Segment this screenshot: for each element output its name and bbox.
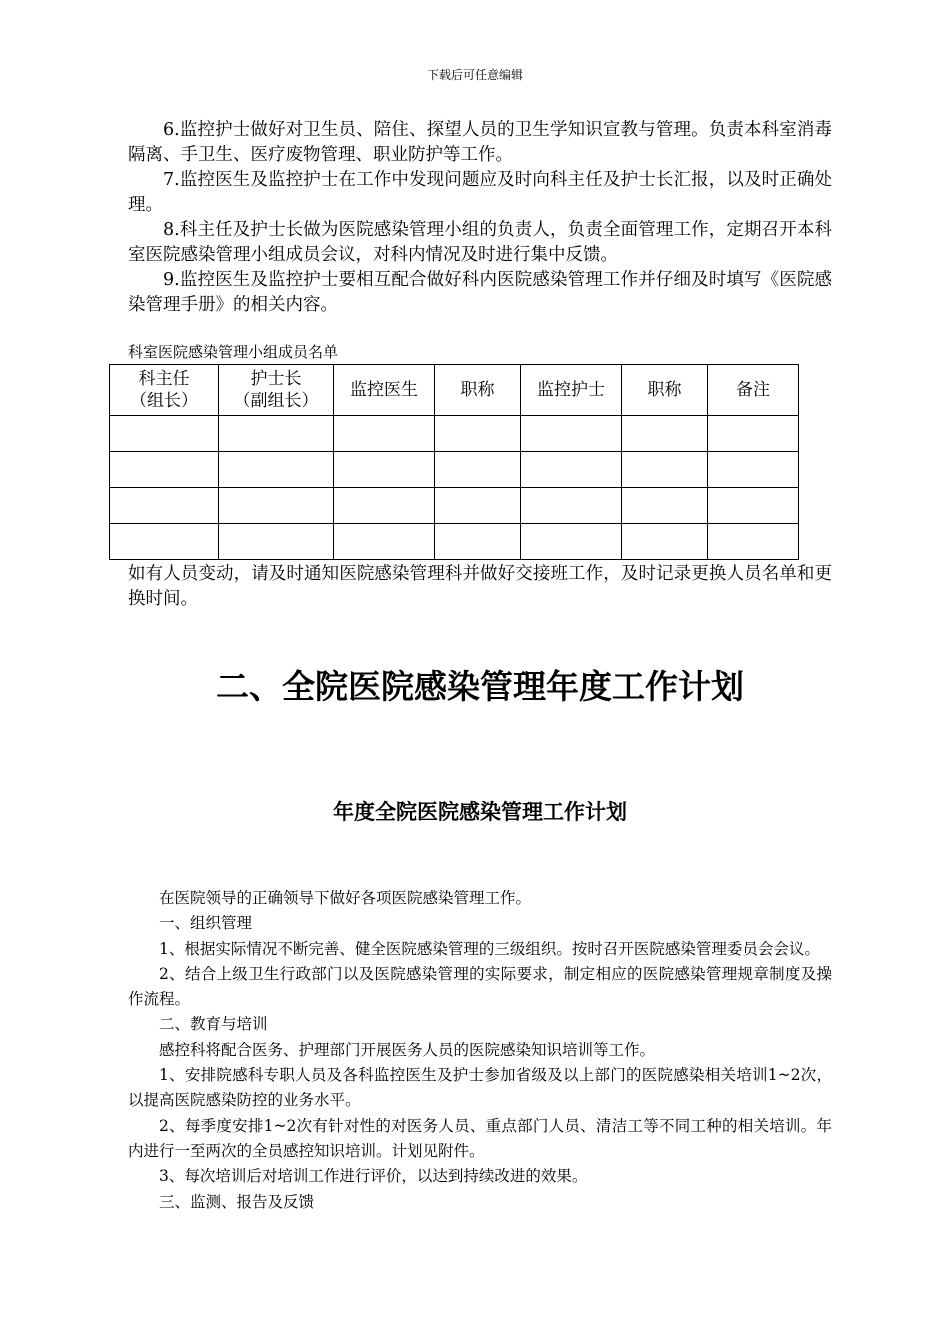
table-row: [110, 524, 799, 560]
members-table: [109, 364, 799, 560]
table-cell: [334, 416, 435, 452]
change-note: [128, 562, 832, 612]
table-cell: [219, 488, 334, 524]
table-cell: [110, 416, 219, 452]
table-cell: [622, 524, 708, 560]
section-title: 二、全院医院感染管理年度工作计划: [216, 667, 744, 706]
header-cell-head-nurse: 护士长 （副组长）: [219, 365, 334, 416]
table-cell: [435, 416, 521, 452]
header-cell-title: 职称: [622, 365, 708, 416]
plan-heading-training: 二、教育与培训: [159, 1015, 268, 1034]
header-cell-monitor-nurse: 监控护士: [521, 365, 622, 416]
duties-section: [128, 118, 832, 318]
table-cell: [435, 524, 521, 560]
table-cell: [110, 524, 219, 560]
table-row: [110, 416, 799, 452]
table-cell: [219, 416, 334, 452]
table-cell: [521, 416, 622, 452]
page-header: 下载后可任意编辑: [426, 68, 523, 82]
table-cell: [708, 524, 799, 560]
duty-item-6: 6.监控护士做好对卫生员、陪住、探望人员的卫生学知识宣教与管理。负责本科室消毒隔离、手卫生、医疗废物管理、职业防护等工作。: [128, 120, 832, 165]
table-cell: [708, 416, 799, 452]
header-cell-monitor-doctor: 监控医生: [334, 365, 435, 416]
table-row: [110, 452, 799, 488]
duty-item-9: 9.监控医生及监控护士要相互配合做好科内医院感染管理工作并仔细及时填写《医院感染管理手册》的相关内容。: [128, 270, 832, 315]
duty-item-7: 7.监控医生及监控护士在工作中发现问题应及时向科主任及护士长汇报，以及时正确处理。: [128, 170, 832, 215]
plan-item: 1、安排院感科专职人员及各科监控医生及护士参加省级及以上部门的医院感染相关培训1~2次，以提高医院感染防控的业务水平。: [128, 1066, 832, 1110]
table-cell: [219, 524, 334, 560]
table-row: [110, 488, 799, 524]
plan-section: [128, 886, 832, 1215]
header-cell-title: 职称: [435, 365, 521, 416]
plan-item: 感控科将配合医务、护理部门开展医务人员的医院感染知识培训等工作。: [159, 1040, 656, 1059]
table-cell: [219, 452, 334, 488]
table-cell: [708, 488, 799, 524]
plan-heading-monitoring: 三、监测、报告及反馈: [159, 1192, 315, 1211]
header-cell-director: 科主任 （组长）: [110, 365, 219, 416]
plan-intro: 在医院领导的正确领导下做好各项医院感染管理工作。: [159, 889, 532, 907]
table-cell: [521, 524, 622, 560]
plan-item: 1、根据实际情况不断完善、健全医院感染管理的三级组织。按时召开医院感染管理委员会会议。: [159, 939, 820, 958]
table-cell: [622, 416, 708, 452]
table-cell: [622, 452, 708, 488]
table-cell: [521, 452, 622, 488]
duty-item-8: 8.科主任及护士长做为医院感染管理小组的负责人，负责全面管理工作，定期召开本科室医院感染管理小组成员会议，对科内情况及时进行集中反馈。: [128, 220, 832, 265]
table-cell: [708, 452, 799, 488]
table-cell: [435, 452, 521, 488]
table-cell: [521, 488, 622, 524]
table-cell: [435, 488, 521, 524]
plan-item: 2、结合上级卫生行政部门以及医院感染管理的实际要求，制定相应的医院感染管理规章制度及操作流程。: [128, 964, 832, 1009]
table-caption: 科室医院感染管理小组成员名单: [128, 343, 339, 361]
table-cell: [622, 488, 708, 524]
plan-item: 3、每次培训后对培训工作进行评价，以达到持续改进的效果。: [159, 1167, 588, 1186]
change-note-text: 如有人员变动，请及时通知医院感染管理科并做好交接班工作，及时记录更换人员名单和更换时间。: [128, 564, 832, 609]
table-cell: [334, 524, 435, 560]
table-header-row: [110, 365, 799, 416]
plan-heading-organization: 一、组织管理: [159, 914, 253, 933]
plan-title: 年度全院医院感染管理工作计划: [333, 800, 627, 824]
table-cell: [334, 488, 435, 524]
table-cell: [110, 452, 219, 488]
plan-item: 2、每季度安排1~2次有针对性的对医务人员、重点部门人员、清洁工等不同工种的相关培训。年内进行一至两次的全员感控知识培训。计划见附件。: [128, 1116, 832, 1160]
table-cell: [334, 452, 435, 488]
table-cell: [110, 488, 219, 524]
header-cell-remarks: 备注: [708, 365, 799, 416]
